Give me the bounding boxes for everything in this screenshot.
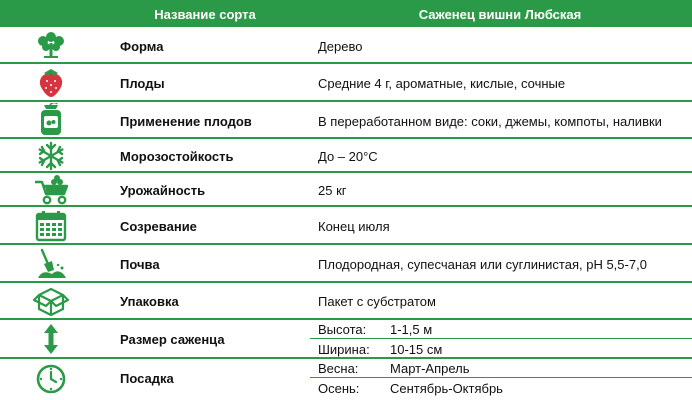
calendar-icon xyxy=(30,210,72,242)
row-value: Плодородная, супесчаная или суглинистая, pH 5,5-7,0 xyxy=(318,257,647,272)
sub-value: 1-1,5 м xyxy=(390,322,433,337)
row-value: До – 20°С xyxy=(318,149,378,164)
table-row xyxy=(0,102,692,139)
row-label: Почва xyxy=(120,257,160,272)
table-row xyxy=(0,359,692,400)
vertical-arrows-icon xyxy=(30,323,72,355)
table-row xyxy=(0,207,692,245)
wheelbarrow-icon xyxy=(30,174,72,206)
sub-value: Сентябрь-Октябрь xyxy=(390,381,503,396)
table-row xyxy=(0,173,692,207)
table-row xyxy=(0,245,692,283)
snowflake-icon xyxy=(30,140,72,172)
planting-spring-row xyxy=(310,359,692,378)
strawberry-icon xyxy=(30,67,72,99)
row-label: Посадка xyxy=(120,371,174,386)
row-value: 25 кг xyxy=(318,183,347,198)
row-value: Пакет с субстратом xyxy=(318,294,436,309)
sub-key: Осень: xyxy=(318,381,360,396)
row-label: Созревание xyxy=(120,219,197,234)
row-value: Дерево xyxy=(318,39,363,54)
row-value: В переработанном виде: соки, джемы, компоты, наливки xyxy=(318,114,662,129)
table-row xyxy=(0,64,692,102)
row-label: Морозостойкость xyxy=(120,149,234,164)
table-row xyxy=(0,283,692,320)
row-label: Применение плодов xyxy=(120,114,252,129)
row-label: Форма xyxy=(120,39,164,54)
table-row xyxy=(0,27,692,64)
header-variety-name: Название сорта xyxy=(154,7,256,22)
jar-icon xyxy=(30,103,72,137)
sub-value: Март-Апрель xyxy=(390,361,470,376)
row-label: Плоды xyxy=(120,76,165,91)
table-row xyxy=(0,139,692,173)
sub-key: Ширина: xyxy=(318,342,370,357)
row-value: Средние 4 г, ароматные, кислые, сочные xyxy=(318,76,566,91)
planting-autumn-row xyxy=(310,379,692,397)
table-row xyxy=(0,320,692,359)
sub-value: 10-15 см xyxy=(390,342,443,357)
row-label: Размер саженца xyxy=(120,332,225,347)
shovel-soil-icon xyxy=(30,248,72,280)
size-height-row xyxy=(310,320,692,339)
clock-icon xyxy=(30,363,72,395)
sub-key: Высота: xyxy=(318,322,367,337)
row-label: Урожайность xyxy=(120,183,206,198)
row-value: Конец июля xyxy=(318,219,390,234)
header-product-name: Саженец вишни Любская xyxy=(418,7,582,22)
sub-key: Весна: xyxy=(318,361,359,376)
table-header xyxy=(0,0,692,27)
size-width-row xyxy=(310,340,692,358)
box-icon xyxy=(30,285,72,317)
tree-icon xyxy=(30,29,72,61)
row-label: Упаковка xyxy=(120,294,179,309)
